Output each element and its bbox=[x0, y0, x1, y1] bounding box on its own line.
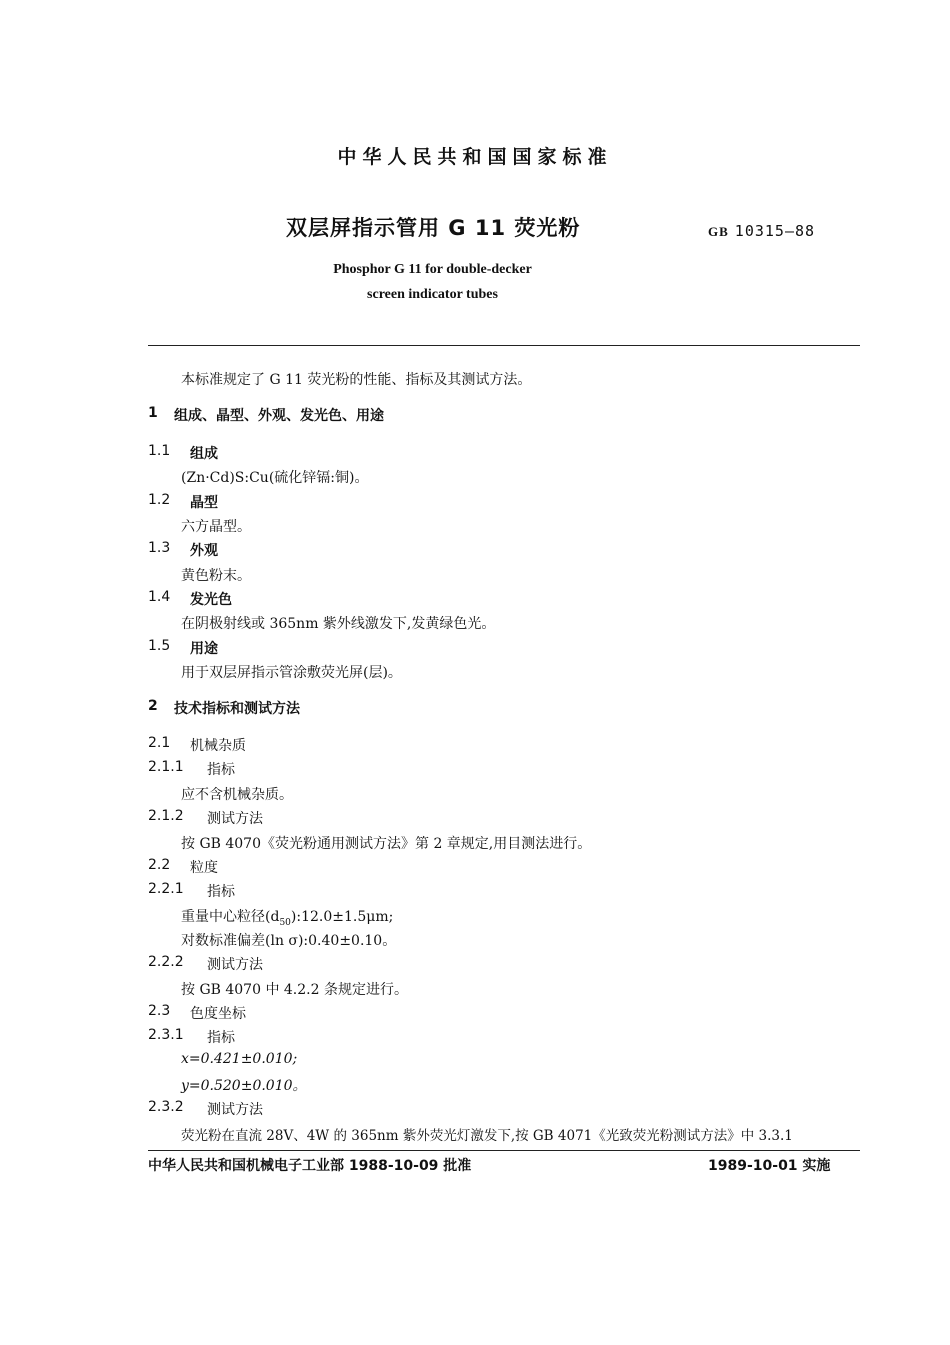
section-2-2-2-title: 测试方法 bbox=[207, 957, 263, 973]
english-title-line-2: screen indicator tubes bbox=[367, 287, 498, 302]
section-2-2-1-body-2: 对数标准偏差(ln σ):0.40±0.10。 bbox=[181, 933, 397, 949]
section-2-3-2-body: 荧光粉在直流 28V、4W 的 365nm 紫外荧光灯激发下,按 GB 4071《光致荧光粉测试方法》中 3.3.1 bbox=[181, 1128, 793, 1144]
section-2-1-1-title: 指标 bbox=[207, 762, 235, 778]
section-2-number: 2 bbox=[148, 698, 158, 714]
section-1-2-title: 晶型 bbox=[190, 495, 218, 511]
section-1-number: 1 bbox=[148, 405, 158, 421]
section-1-4-title: 发光色 bbox=[190, 592, 232, 608]
section-1-5-number: 1.5 bbox=[148, 638, 171, 654]
section-2-1-2-title: 测试方法 bbox=[207, 811, 263, 827]
section-1-title: 组成、晶型、外观、发光色、用途 bbox=[174, 408, 384, 424]
median-size-prefix: 重量中心粒径(d bbox=[181, 909, 280, 925]
section-2-1-2-number: 2.1.2 bbox=[148, 808, 184, 824]
implementation-date: 1989-10-01 实施 bbox=[708, 1158, 831, 1174]
median-size-value: ):12.0±1.5μm; bbox=[290, 909, 394, 925]
section-2-1-2-body: 按 GB 4070《荧光粉通用测试方法》第 2 章规定,用目测法进行。 bbox=[181, 836, 592, 852]
section-2-3-2-title: 测试方法 bbox=[207, 1102, 263, 1118]
section-2-2-2-body: 按 GB 4070 中 4.2.2 条规定进行。 bbox=[181, 982, 408, 998]
section-2-2-title: 粒度 bbox=[190, 860, 218, 876]
section-2-2-2-number: 2.2.2 bbox=[148, 954, 184, 970]
chromaticity-x: x=0.421±0.010; bbox=[181, 1051, 298, 1067]
section-2-2-number: 2.2 bbox=[148, 857, 171, 873]
section-2-3-1-title: 指标 bbox=[207, 1030, 235, 1046]
section-1-3-title: 外观 bbox=[190, 543, 218, 559]
section-1-4-body: 在阴极射线或 365nm 紫外线激发下,发黄绿色光。 bbox=[181, 616, 496, 632]
header-divider bbox=[148, 345, 860, 346]
section-2-2-1-number: 2.2.1 bbox=[148, 881, 184, 897]
section-2-2-1-title: 指标 bbox=[207, 884, 235, 900]
approval-date: 中华人民共和国机械电子工业部 1988-10-09 批准 bbox=[148, 1158, 472, 1174]
standard-code: 10315—88 bbox=[734, 222, 816, 240]
section-2-2-1-body-1 bbox=[181, 906, 393, 928]
section-2-3-1-number: 2.3.1 bbox=[148, 1027, 184, 1043]
section-2-1-1-number: 2.1.1 bbox=[148, 759, 184, 775]
section-2-title: 技术指标和测试方法 bbox=[174, 701, 300, 717]
english-title-line-1: Phosphor G 11 for double-decker bbox=[333, 262, 532, 277]
standard-prefix: GB bbox=[708, 224, 729, 239]
section-1-1-body: (Zn·Cd)S:Cu(硫化锌镉:铜)。 bbox=[181, 470, 369, 486]
section-1-2-body: 六方晶型。 bbox=[181, 519, 251, 535]
section-2-1-number: 2.1 bbox=[148, 735, 171, 751]
section-2-3-2-number: 2.3.2 bbox=[148, 1099, 184, 1115]
section-2-3-title: 色度坐标 bbox=[190, 1006, 246, 1022]
section-1-5-title: 用途 bbox=[190, 641, 218, 657]
chromaticity-y: y=0.520±0.010。 bbox=[181, 1078, 307, 1094]
section-1-3-number: 1.3 bbox=[148, 540, 171, 556]
section-2-1-1-body: 应不含机械杂质。 bbox=[181, 787, 293, 803]
footer-divider bbox=[148, 1150, 860, 1151]
document-title: 双层屏指示管用 G 11 荧光粉 bbox=[286, 216, 581, 240]
median-size-subscript: 50 bbox=[279, 917, 291, 928]
intro-paragraph: 本标准规定了 G 11 荧光粉的性能、指标及其测试方法。 bbox=[181, 372, 532, 388]
section-2-1-title: 机械杂质 bbox=[190, 738, 246, 754]
section-1-2-number: 1.2 bbox=[148, 492, 171, 508]
section-1-1-title: 组成 bbox=[190, 446, 218, 462]
section-2-3-number: 2.3 bbox=[148, 1003, 171, 1019]
section-1-1-number: 1.1 bbox=[148, 443, 171, 459]
section-1-3-body: 黄色粉末。 bbox=[181, 568, 251, 584]
standard-header: 中华人民共和国国家标准 bbox=[337, 146, 613, 168]
standard-number bbox=[708, 222, 815, 240]
section-1-4-number: 1.4 bbox=[148, 589, 171, 605]
section-1-5-body: 用于双层屏指示管涂敷荧光屏(层)。 bbox=[181, 665, 402, 681]
